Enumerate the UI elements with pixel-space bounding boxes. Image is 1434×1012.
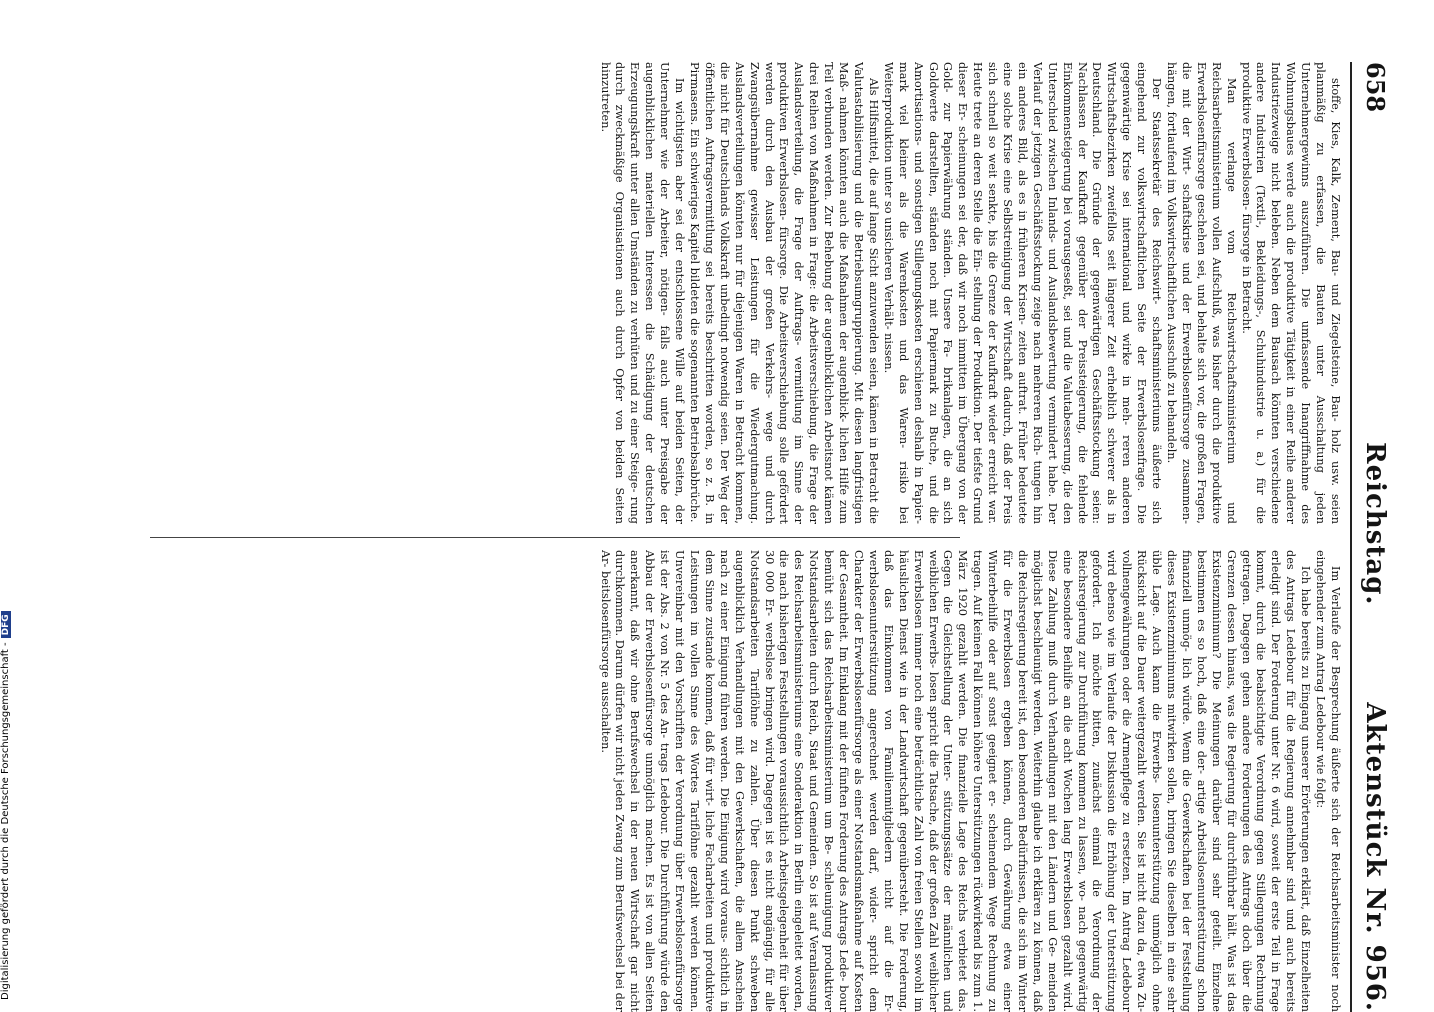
left-column bbox=[107, 62, 1342, 524]
digitization-credit bbox=[0, 614, 18, 1000]
paragraph: Als Hilfsmittel, die auf lange Sicht anzuwenden seien, kämen in Betracht die Valutastabilisierung und die Betriebsumgruppierung. Mit diesen langfristigen Maß- nahmen könnten auch die Maßnahmen der augenblick- lichen Hilfe zum Teil verbunden werden. Zur Behebung der augenblicklichen Arbeitsnot kämen drei Reihen von Maßnahmen in Frage: die Arbeitsverschiebung, die Frage der Auslandsverteilung, die Frage der Auftrags- vermittlung im Sinne der produktiven Erwerbslosen- fürsorge. Die Arbeitsverschiebung solle gefördert werden durch den Ausbau der großen Verkehrs- wege und durch Zwangsübernahme gewisser Leistungen für die Wiedergutmachung. Auslandsverteilungen könnten nur für diejenigen Waren in Betracht kommen, die nicht für Deutschlands Volkskraft unbedingt notwendig seien. Der Weg der öffentlichen Auftragsvermittlung sei bereits beschritten worden, so z. B. in Pirmasens. Ein schwieriges Kapitel bildeten die sogenannten Betriebsabbrüche. bbox=[688, 62, 880, 524]
document-title: Aktenstück Nr. 956. bbox=[1360, 702, 1390, 1012]
header-rule bbox=[1350, 62, 1352, 1012]
right-column bbox=[107, 550, 1342, 1012]
dfg-logo: DFG bbox=[1, 611, 11, 638]
page-number: 658 bbox=[1361, 62, 1390, 113]
paragraph: Der Staatssekretär des Reichswirt- schaftsministeriums äußerte sich eingehend zur volkswirtschaftlichen Seite der Erwerbslosenfrage. Die gegenwärtige Krise sei international und wirke in meh- reren anderen Wirtschaftsbezirken zweifellos seit längerer Zeit erheblich schwerer als in Deutschland. Die Gründe der gegenwärtigen Geschäftsstockung seien: Nachlassen der Kaufkraft gegenüber der Preissteigerung, die fehlende Einkommensteigerung bei vorausgeseßt, sei und die Valutabesserung, die den Unterschied zwischen Inlands- und Auslandsbewertung vermindert habe. Der Verlauf der jetzigen Geschäftsstockung zeige nach mehreren Rich- tungen hin ein anderes Bild, als es in früheren Krisen- zeiten auftrat. Früher bedeutete eine solche Krise eine Selbstreinigung der Wirtschaft dadurch, daß der Preis sich schnell so weit senkte, bis die Grenze der Kaufkraft wieder erreicht war. Heute trete an deren Stelle die Ein- stellung der Produktion. Der tiefste Grund dieser Er- scheinungen sei der, daß wir noch immitten im Übergang von der Gold- zur Papierwährung ständen. Unsere Fa- brikanlagen, die an sich Goldwerte darstellten, ständen noch mit Papiermark zu Buche, und die Amortisations- und sonstigen Stillegungskosten erschienen deshalb in Papier- mark viel kleiner als die Warenkosten und das Waren- risiko bei Weiterproduktion unter so unsicheren Verhält- nissen. bbox=[881, 62, 1164, 524]
paragraph: stoffe, Kies, Kalk, Zement, Bau- und Ziegelsteine, Bau- holz usw. seien planmäßig zu erfassen, die Bauten unter Ausschaltung jeden Unternehmergewinns auszuführen. Die umfassende Inangriffnahme des Wohnungsbaues werde auch die produktive Tätigkeit in einer Reihe anderer Industriezweige nicht beleben. Neben dem Bausach könnten verschiedene andere Industrien (Textil-, Bekleidungs-, Schuhindustrie u. a.) für die produktive Erwerbslosen- fürsorge in Betracht. bbox=[1239, 62, 1342, 524]
running-header bbox=[1354, 62, 1390, 1012]
paragraph: Ich habe bereits zu Eingang unserer Erörterungen erklärt, daß Einzelheiten des Antrags Ledebour für die Regierung annehmbar sind und auch bereits erledigt sind. Der Forderung unter Nr. 6 wird, soweit der erste Teil in Frage kommt, durch die beabsichtigte Verordnung gegen Stillegungen Rechnung getragen. Dagegen gehen andere Forderungen des Antrags doch über die Grenzen dessen hinaus, was die Regierung für durchführbar hält. Was ist das Existenzminimum? Die Meinungen darüber sind sehr geteilt. Einzelne bestimmen es so hoch, daß eine der- artige Arbeitslosenunterstützung schon finanziell unmög- lich würde. Wenn die Gewerkschaften bei der Feststellung dieses Existenzminimums mitwirken sollen, bringen Sie dieselben in eine sehr üble Lage. Auch kann die Erwerbs- losenunterstützung unmöglich ohne Rücksicht auf die Dauer weitergezahlt werden. Sie ist nicht dazu da, etwa Zu- vollnengewährungen oder die Armenpflege zu ersetzen. Im Antrag Ledebour wird ebenso wie im Verlaufe der Diskussion die Erhöhung der Unterstützung gefordert. Ich möchte bitten, zunächst einmal die Verordnung der Reichsregierung zur Durchführung kommen zu lassen, wo- nach gegenwärtig eine besondere Beihilfe an die acht Wochen lang Erwerbslosen gezahlt wird. Diese Zahlung muß durch Verhandlungen mit den Ländern und Ge- meinden möglichst beschleunigt werden. Weiterhin glaube ich erklären zu können, daß die Reichsregierung bereit ist, den besonderen Bedürfnissen, die sich im Winter für die Erwerbslosen ergeben können, durch Gewährung etwa einer Winterbeihilfe oder auf sonst geeignet er- scheinendem Wege Rechnung zu tragen. Auf keinen Fall können höhere Unterstützungen rückwirkend bis zum 1. März 1920 gezahlt werden. Die finanzielle Lage des Reichs verbietet das. Gegen die Gleichstellung der Unter- stützungssätze der männlichen und weiblichen Erwerbs- losen spricht die Tatsache, daß der großen Zahl weiblicher Erwerbslosen immer noch eine beträchtliche Zahl von freien Stellen sowohl im häuslichen Dienst wie in der Landwirtschaft gegenübersteht. Die Forderung, daß das Einkommen von Familienmitgliedern nicht auf die Er- werbslosenunterstützung angerechnet werden darf, wider- spricht dem Charakter der Erwerbslosenfürsorge als einer Notstandsmaßnahme auf Kosten der Gesamtheit. Im Einklang mit der fünften Forderung des Antrags Lede- bour bemüht sich das Reichsarbeitsministerium um Be- schleunigung produktiver Notstandsarbeiten durch Reich, Staat und Gemeinden. So ist auf Veranlassung des Reichsarbeitsministeriums eine Sonderaktion in Berlin eingeleitet worden, die nach bisherigen Feststellungen voraussichtlich Arbeitsgelegenheit für über 30 000 Er- werbslose bringen wird. Dagegen ist es nicht angängig, für alle Notstandsarbeiten Tariflöhne zu zahlen. Über diesen Punkt schweben augenblicklich Verhandlungen mit den Gewerkschaften, die allem Anschein nach zu einer Einigung führen werden. Die Einigung wird voraus- sichtlich in dem Sinne zustande kommen, daß für wirt- liche Facharbeiten und produktive Leistungen im vollen Sinne des Wortes Tariflöhne gezahlt werden können. Unvereinbar mit den Vorschriften der Verordnung über Erwerbslosenfürsorge ist der Abs. 2 von Nr. 5 des An- trags Ledebour. Die Durchführung würde den Abbau der Erwerbslosenfürsorge unmöglich machen. Es ist von allen Seiten anerkannt, daß wir ohne Berufswechsel in der neuen Wirtschaft gar nicht durchkommen. Darum dürfen wir nicht jeden Zwang zum Berufswechsel bei der Ar- beitslosenfürsorge ausschalten. bbox=[598, 550, 1313, 1012]
document-page bbox=[100, 62, 1390, 1012]
section-title: Reichstag. bbox=[1360, 442, 1390, 606]
paragraph: Im wichtigsten aber sei der entschlossene Wille auf beiden Seiten, der Unternehmer wie der Arbeiter, nötigen- falls auch unter Preisgabe der augenblicklichen materiellen Interessen die Schädigung der deutschen Erzeugungskraft unter allen Umständen zu verhüten und zu einer Steige- rung durch zweckmäßige Organisationen auch durch Opfer von beiden Seiten hinzutreten. bbox=[598, 62, 687, 524]
paragraph: Man verlange vom Reichswirtschaftsministerium und Reichsarbeitsministerium vollen Aufschluß, was bisher durch die produktive Erwerbslosenfürsorge geschehen sei, und behalte sich vor, die großen Fragen, die mit der Wirt- schaftskrise und der Erwerbslosenfürsorge zusammen- hängen, fortlaufend im Volkswirtschaftlichen Ausschuß zu behandeln. bbox=[1165, 62, 1238, 524]
credit-text: Digitalisierung gefördert durch die Deutsche Forschungsgemeinschaft - bbox=[0, 642, 11, 1000]
paragraph: Im Verlaufe der Besprechung äußerte sich der Reichsarbeitsminister noch eingehender zum Antrag Ledebour wie folgt: bbox=[1314, 550, 1342, 1012]
column-divider bbox=[150, 537, 960, 538]
